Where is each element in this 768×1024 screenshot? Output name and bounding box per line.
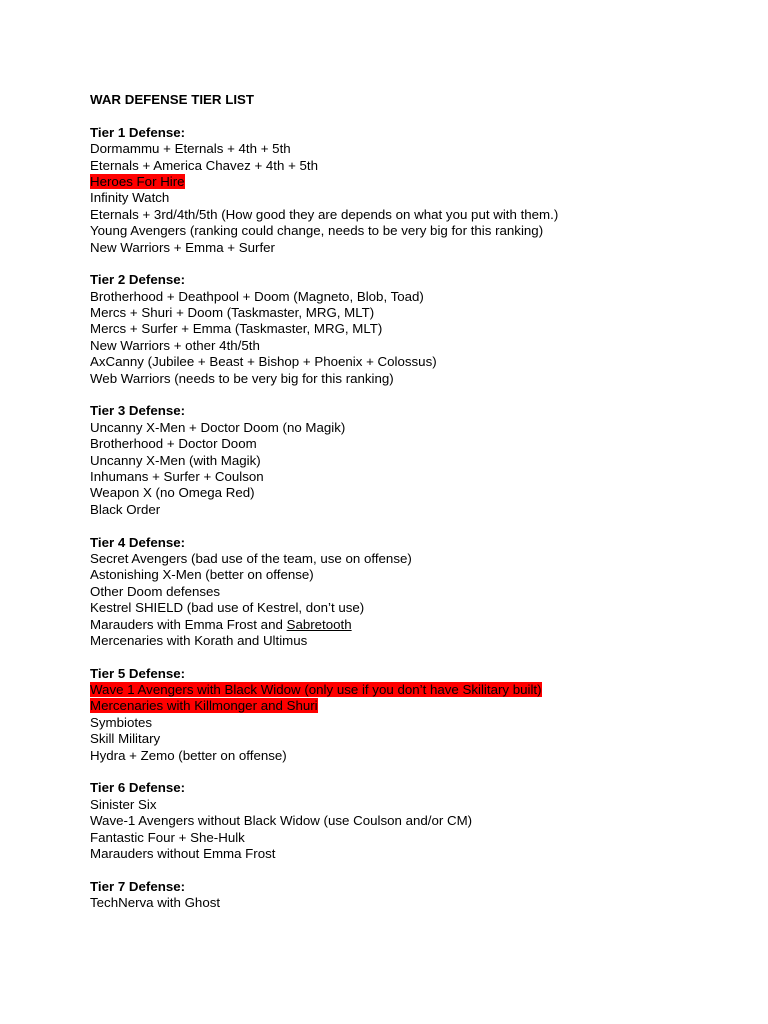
tier-item bbox=[90, 190, 728, 206]
tier-item bbox=[90, 354, 728, 370]
spacer bbox=[90, 649, 728, 665]
tier-item bbox=[90, 715, 728, 731]
tier-item-text: Wave 1 Avengers with Black Widow (only use if you don’t have Skilitary built) bbox=[90, 682, 542, 698]
tier-item bbox=[90, 436, 728, 452]
tier-section bbox=[90, 780, 728, 878]
tier-item bbox=[90, 305, 728, 321]
tier-item-text: Eternals + America Chavez + 4th + 5th bbox=[90, 157, 319, 173]
tier-item-text: Weapon X (no Omega Red) bbox=[90, 485, 255, 501]
tier-section bbox=[90, 666, 728, 781]
tier-item bbox=[90, 682, 728, 698]
underlined-text: Sabretooth bbox=[286, 616, 352, 632]
tier-item bbox=[90, 813, 728, 829]
tier-heading: Tier 4 Defense: bbox=[90, 534, 186, 550]
tier-heading: Tier 6 Defense: bbox=[90, 780, 186, 796]
tier-heading: Tier 3 Defense: bbox=[90, 403, 186, 419]
tier-item-text: Symbiotes bbox=[90, 714, 153, 730]
tier-item-text: New Warriors + Emma + Surfer bbox=[90, 239, 275, 255]
tier-section bbox=[90, 403, 728, 534]
tier-item-text: Mercenaries with Korath and Ultimus bbox=[90, 632, 308, 648]
tier-item-text: Kestrel SHIELD (bad use of Kestrel, don’t use) bbox=[90, 600, 365, 616]
document-title: WAR DEFENSE TIER LIST bbox=[90, 92, 255, 107]
tier-item bbox=[90, 420, 728, 436]
tier-item bbox=[90, 502, 728, 518]
tier-item bbox=[90, 469, 728, 485]
tier-item bbox=[90, 453, 728, 469]
tier-heading: Tier 1 Defense: bbox=[90, 124, 186, 140]
tier-item-text: Astonishing X-Men (better on offense) bbox=[90, 567, 314, 583]
tier-item bbox=[90, 633, 728, 649]
spacer bbox=[90, 387, 728, 403]
tier-item bbox=[90, 485, 728, 501]
tier-item-text: Marauders without Emma Frost bbox=[90, 845, 276, 861]
tier-item bbox=[90, 600, 728, 616]
tier-item-text: Brotherhood + Doctor Doom bbox=[90, 436, 257, 452]
tier-item bbox=[90, 289, 728, 305]
tier-item-text: Uncanny X-Men (with Magik) bbox=[90, 452, 261, 468]
tier-item-text: Infinity Watch bbox=[90, 190, 170, 206]
tier-item-text: Inhumans + Surfer + Coulson bbox=[90, 468, 264, 484]
tier-heading: Tier 7 Defense: bbox=[90, 878, 186, 894]
spacer bbox=[90, 256, 728, 272]
tier-item bbox=[90, 551, 728, 567]
tier-item-text: Fantastic Four + She-Hulk bbox=[90, 829, 245, 845]
tier-item-text: Heroes For Hire bbox=[90, 173, 185, 189]
tier-item bbox=[90, 846, 728, 862]
tier-item-text: Mercs + Shuri + Doom (Taskmaster, MRG, MLT) bbox=[90, 305, 375, 321]
tier-item-text: Wave-1 Avengers without Black Widow (use Coulson and/or CM) bbox=[90, 813, 473, 829]
tier-item bbox=[90, 371, 728, 387]
tier-item bbox=[90, 731, 728, 747]
tier-item-text: Brotherhood + Deathpool + Doom (Magneto, Blob, Toad) bbox=[90, 288, 424, 304]
tier-item-text: Uncanny X-Men + Doctor Doom (no Magik) bbox=[90, 419, 346, 435]
tier-item bbox=[90, 240, 728, 256]
tier-item-text: AxCanny (Jubilee + Beast + Bishop + Phoenix + Colossus) bbox=[90, 354, 437, 370]
tier-item-text: Other Doom defenses bbox=[90, 583, 221, 599]
tier-item bbox=[90, 567, 728, 583]
tier-item-text: Mercs + Surfer + Emma (Taskmaster, MRG, MLT) bbox=[90, 321, 383, 337]
tier-item-text: Eternals + 3rd/4th/5th (How good they are depends on what you put with them.) bbox=[90, 206, 559, 222]
tier-item bbox=[90, 223, 728, 239]
tier-item bbox=[90, 895, 728, 911]
tier-item-text: New Warriors + other 4th/5th bbox=[90, 337, 260, 353]
tier-item bbox=[90, 174, 728, 190]
tier-item-text: Mercenaries with Killmonger and Shuri bbox=[90, 698, 318, 714]
tier-section bbox=[90, 879, 728, 912]
tier-item bbox=[90, 321, 728, 337]
document-body bbox=[90, 92, 728, 912]
tier-item bbox=[90, 617, 728, 633]
tier-section bbox=[90, 272, 728, 403]
tier-item bbox=[90, 158, 728, 174]
tier-list bbox=[90, 125, 728, 912]
tier-item-text: Young Avengers (ranking could change, needs to be very big for this ranking) bbox=[90, 223, 544, 239]
tier-heading: Tier 5 Defense: bbox=[90, 665, 186, 681]
spacer bbox=[90, 108, 728, 124]
spacer bbox=[90, 764, 728, 780]
tier-item bbox=[90, 830, 728, 846]
spacer bbox=[90, 518, 728, 534]
tier-item bbox=[90, 748, 728, 764]
tier-item bbox=[90, 207, 728, 223]
tier-section bbox=[90, 535, 728, 666]
tier-item bbox=[90, 797, 728, 813]
tier-item-text: Dormammu + Eternals + 4th + 5th bbox=[90, 141, 291, 157]
tier-item-text: Black Order bbox=[90, 501, 161, 517]
tier-item-text: TechNerva with Ghost bbox=[90, 895, 221, 911]
tier-item-text: Web Warriors (needs to be very big for this ranking) bbox=[90, 370, 394, 386]
tier-item-text: Hydra + Zemo (better on offense) bbox=[90, 747, 287, 763]
tier-item bbox=[90, 338, 728, 354]
tier-item-text: Marauders with Emma Frost and bbox=[90, 616, 287, 632]
tier-item bbox=[90, 141, 728, 157]
tier-item-text: Sinister Six bbox=[90, 796, 157, 812]
tier-item-text: Skill Military bbox=[90, 731, 161, 747]
tier-heading: Tier 2 Defense: bbox=[90, 272, 186, 288]
tier-section bbox=[90, 125, 728, 273]
tier-item bbox=[90, 698, 728, 714]
spacer bbox=[90, 862, 728, 878]
tier-item bbox=[90, 584, 728, 600]
tier-item-text: Secret Avengers (bad use of the team, use on offense) bbox=[90, 550, 412, 566]
